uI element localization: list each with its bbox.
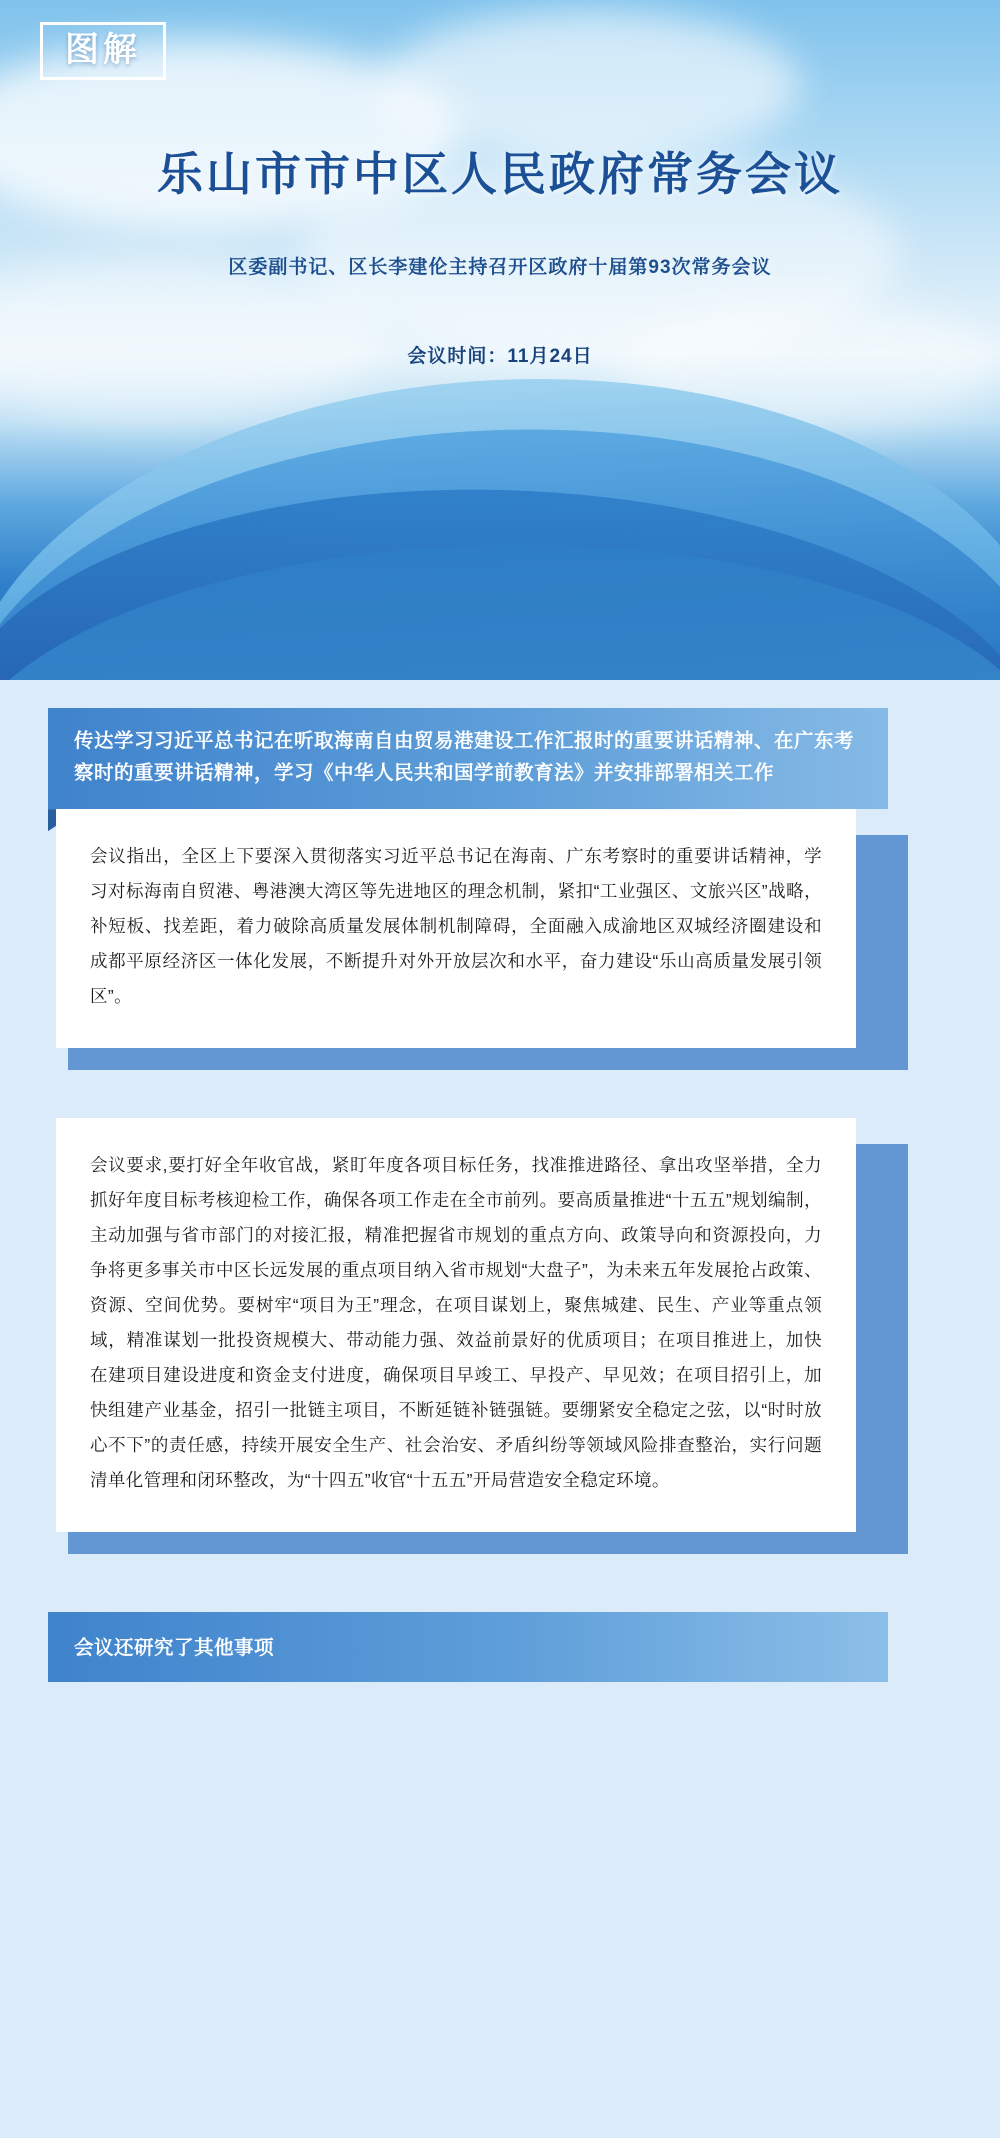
page-title: 乐山市市中区人民政府常务会议 [157, 148, 843, 200]
page-subtitle: 区委副书记、区长李建伦主持召开区政府十届第93次常务会议 [228, 257, 772, 278]
section-2-card-wrap [68, 1118, 908, 1532]
infographic-badge: 图解 [40, 22, 166, 80]
meeting-time: 会议时间：11月24日 [407, 346, 593, 367]
section-1 [0, 708, 1000, 1048]
header-content [0, 0, 1000, 368]
footer-heading: 会议还研究了其他事项 [48, 1612, 888, 1682]
section-2 [0, 1118, 1000, 1532]
section-2-body: 会议要求,要打好全年收官战，紧盯年度各项目标任务，找准推进路径、拿出攻坚举措，全力抓好年度目标考核迎检工作，确保各项工作走在全市前列。要高质量推进“十五五”规划编制，主动加强与省市部门的对接汇报，精准把握省市规划的重点方向、政策导向和资源投向，力争将更多事关市中区长远发展的重点项目纳入省市规划“大盘子”，为未来五年发展抢占政策、资源、空间优势。要树牢“项目为王”理念，在项目谋划上，聚焦城建、民生、产业等重点领域，精准谋划一批投资规模大、带动能力强、效益前景好的优质项目；在项目推进上，加快在建项目建设进度和资金支付进度，确保项目早竣工、早投产、早见效；在项目招引上，加快组建产业基金，招引一批链主项目，不断延链补链强链。要绷紧安全稳定之弦，以“时时放心不下”的责任感，持续开展安全生产、社会治安、矛盾纠纷等领域风险排查整治，实行问题清单化管理和闭环整改，为“十四五”收官“十五五”开局营造安全稳定环境。 [56, 1118, 856, 1532]
content-area [0, 680, 1000, 1732]
section-1-body: 会议指出，全区上下要深入贯彻落实习近平总书记在海南、广东考察时的重要讲话精神，学习对标海南自贸港、粤港澳大湾区等先进地区的理念机制，紧扣“工业强区、文旅兴区”战略，补短板、找差距，着力破除高质量发展体制机制障碍，全面融入成渝地区双城经济圈建设和成都平原经济区一体化发展，不断提升对外开放层次和水平，奋力建设“乐山高质量发展引领区”。 [56, 809, 856, 1048]
footer-section [48, 1612, 888, 1682]
header-banner [0, 0, 1000, 680]
section-1-card-wrap [68, 809, 908, 1048]
section-1-heading: 传达学习习近平总书记在听取海南自由贸易港建设工作汇报时的重要讲话精神、在广东考察时的重要讲话精神，学习《中华人民共和国学前教育法》并安排部署相关工作 [48, 708, 888, 809]
